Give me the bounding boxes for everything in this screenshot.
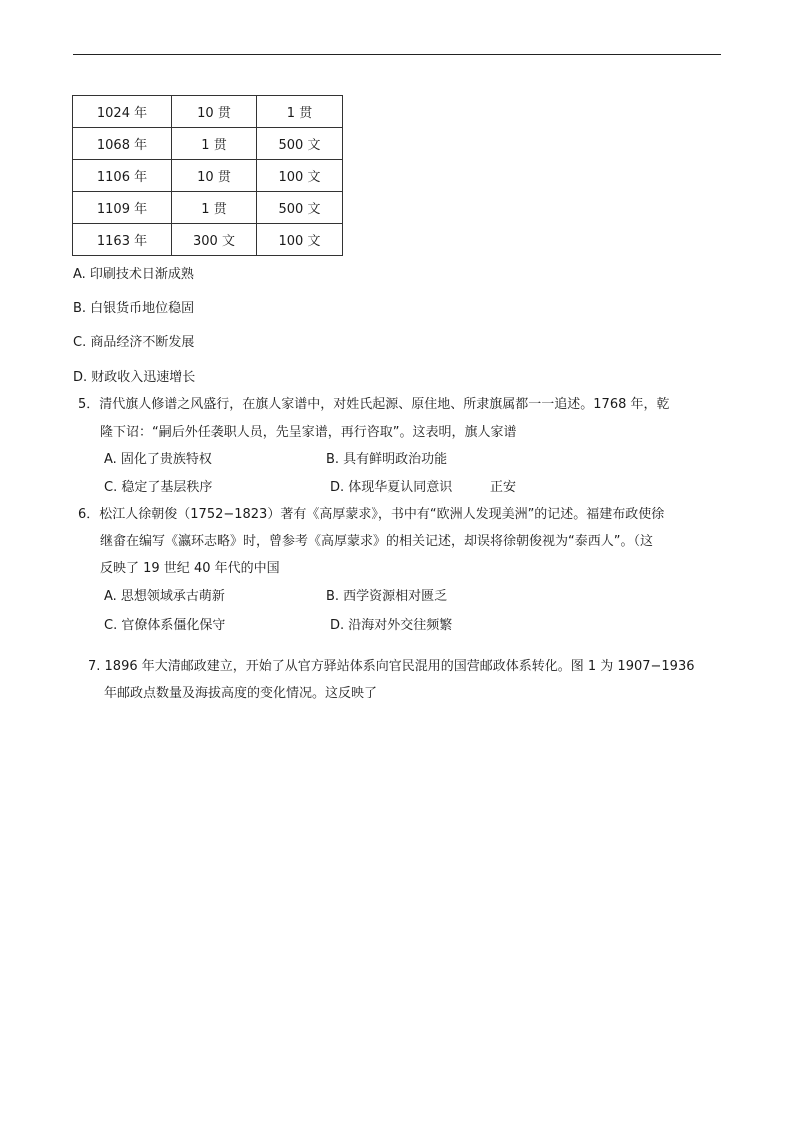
q4-option-d: D. 财政收入迅速增长: [73, 370, 196, 385]
q5-option-b: B. 具有鲜明政治功能: [326, 452, 448, 467]
q4-option-c: C. 商品经济不断发展: [73, 335, 195, 350]
currency-table: [72, 95, 343, 256]
q5-option-c: C. 稳定了基层秩序: [104, 480, 213, 495]
table-row: [73, 192, 343, 224]
table-cell: 10 贯: [172, 96, 257, 128]
q4-option-b: B. 白银货币地位稳固: [73, 301, 195, 316]
q5-stem-line1: 5．清代旗人修谱之风盛行，在旗人家谱中，对姓氏起源、原住地、所隶旗属都一一追述。1768 年，乾: [78, 397, 670, 412]
table-cell: 10 贯: [172, 160, 257, 192]
table-cell: 1024 年: [73, 96, 172, 128]
table-row: [73, 128, 343, 160]
q6-stem-line2: 继畲在编写《瀛环志略》时，曾参考《高厚蒙求》的相关记述，却误将徐朝俊视为“泰西人”。（这: [100, 534, 653, 549]
table-cell: 500 文: [257, 128, 343, 160]
q5-stem-line2: 隆下诏：“嗣后外任袭职人员，先呈家谱，再行咨取”。这表明，旗人家谱: [100, 425, 517, 440]
q4-option-a: A. 印刷技术日渐成熟: [73, 267, 194, 282]
table-cell: 1109 年: [73, 192, 172, 224]
table-cell: 1106 年: [73, 160, 172, 192]
q5-option-a: A. 固化了贵族特权: [104, 452, 212, 467]
table-cell: 1068 年: [73, 128, 172, 160]
table-cell: 1 贯: [172, 128, 257, 160]
q6-stem-line3: 反映了 19 世纪 40 年代的中国: [100, 561, 280, 576]
table-row: [73, 96, 343, 128]
q6-option-d: D. 沿海对外交往频繁: [330, 618, 453, 633]
table-cell: 100 文: [257, 160, 343, 192]
table-cell: 1163 年: [73, 224, 172, 256]
q6-option-b: B. 西学资源相对匮乏: [326, 589, 448, 604]
q6-stem-line1: 6．松江人徐朝俊（1752−1823）著有《高厚蒙求》，书中有“欧洲人发现美洲”的记述。福建布政使徐: [78, 507, 665, 522]
q5-stray-text: 正安: [490, 480, 517, 495]
header-rule: [73, 54, 721, 55]
q5-option-d: D. 体现华夏认同意识: [330, 480, 453, 495]
table-cell: 1 贯: [257, 96, 343, 128]
table-cell: 1 贯: [172, 192, 257, 224]
q7-stem-line2: 年邮政点数量及海拔高度的变化情况。这反映了: [104, 686, 378, 701]
table-row: [73, 160, 343, 192]
table-cell: 300 文: [172, 224, 257, 256]
q7-stem-line1: 7. 1896 年大清邮政建立，开始了从官方驿站体系向官民混用的国营邮政体系转化。图 1 为 1907−1936: [88, 659, 695, 674]
table-cell: 500 文: [257, 192, 343, 224]
q6-option-a: A. 思想领域承古萌新: [104, 589, 225, 604]
q6-option-c: C. 官僚体系僵化保守: [104, 618, 226, 633]
table-row: [73, 224, 343, 256]
table-cell: 100 文: [257, 224, 343, 256]
